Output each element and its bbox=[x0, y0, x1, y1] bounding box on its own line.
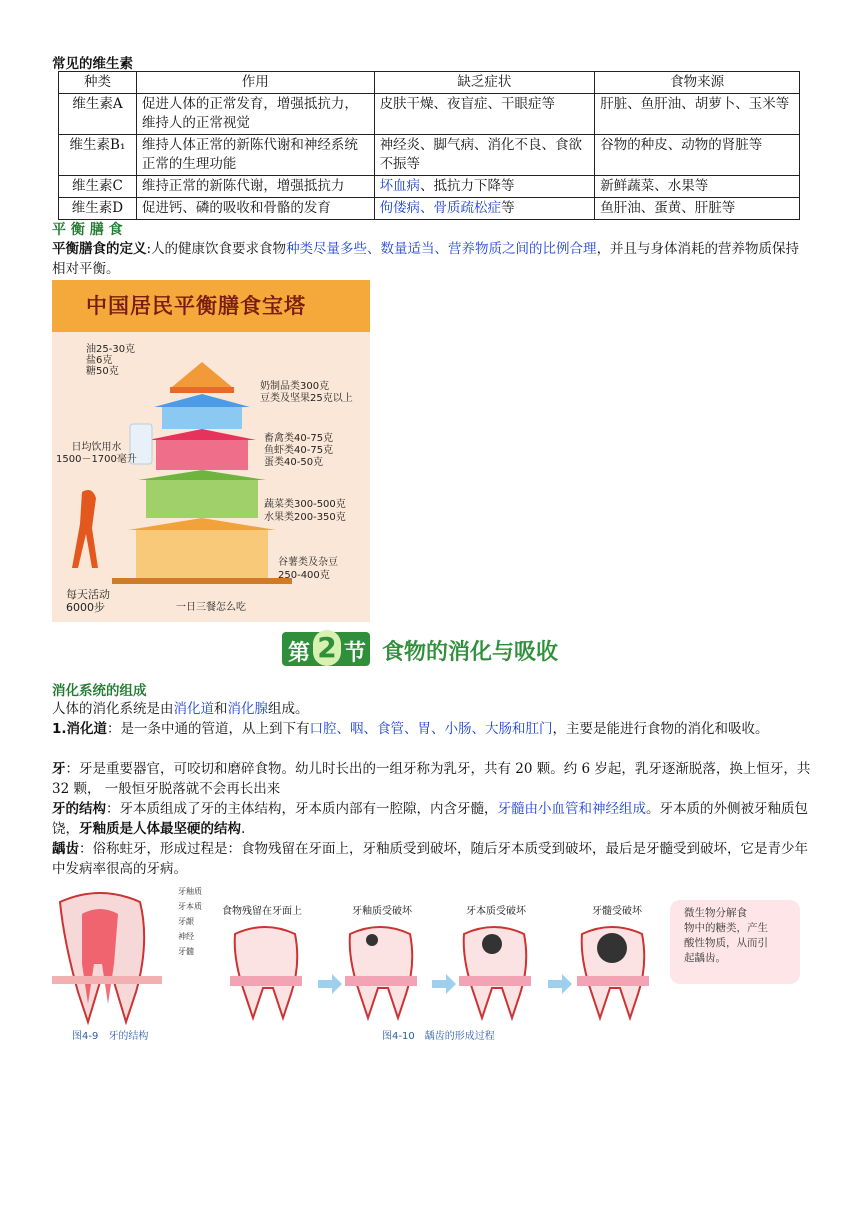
pagoda-tier-2 bbox=[162, 407, 242, 429]
vitamin-name: 维生素D bbox=[59, 198, 137, 220]
vitamin-name: 维生素B₁ bbox=[59, 135, 137, 176]
pagoda-fruit: 水果类200-350克 bbox=[264, 512, 346, 523]
digestion-para-tract bbox=[52, 719, 812, 739]
pagoda-activity-label: 每天活动 bbox=[66, 588, 110, 601]
pagoda-dairy: 奶制品类300克 bbox=[260, 381, 330, 392]
teeth-figure bbox=[52, 884, 802, 1044]
label-enamel: 牙釉质 bbox=[178, 887, 202, 896]
label-dentin: 牙本质 bbox=[178, 902, 202, 911]
pagoda-roof-3 bbox=[148, 429, 256, 440]
tooth-pulp-drawing bbox=[82, 909, 118, 1004]
structure-text-b: 。牙本质的外侧被牙釉质包饶， bbox=[52, 801, 808, 837]
deficiency-highlight: 佝偻病、骨质疏松症 bbox=[379, 200, 502, 216]
table-row bbox=[59, 198, 800, 220]
digestion-intro bbox=[52, 699, 812, 719]
header-kind: 种类 bbox=[59, 72, 137, 94]
intro-text-c: 组成。 bbox=[268, 701, 309, 717]
pagoda-salt: 盐6克 bbox=[86, 355, 113, 366]
vitamin-effect: 促进人体的正常发育，增强抵抗力，维持人的正常视觉 bbox=[136, 94, 374, 135]
section-banner bbox=[282, 630, 578, 668]
vitamin-table bbox=[58, 71, 800, 220]
figure-caption-2: 图4-10 龋齿的形成过程 bbox=[382, 1031, 495, 1042]
vitamin-deficiency: 神经炎、脚气病、消化不良、食欲不振等 bbox=[374, 135, 595, 176]
arrow-icon bbox=[318, 974, 342, 994]
tract-text-b: ，主要是能进行食物的消化和吸收。 bbox=[552, 721, 769, 737]
pagoda-dairy-beans bbox=[260, 381, 353, 405]
note-line: 微生物分解食 bbox=[684, 907, 747, 919]
structure-highlight: 牙髓由小血管和神经组成 bbox=[497, 801, 646, 817]
pagoda-water-label: 日均饮用水 bbox=[71, 442, 122, 453]
def-colon: : bbox=[146, 241, 152, 257]
tract-organs: 口腔、咽、食管、胃、小肠、大肠和肛门 bbox=[309, 721, 553, 737]
pagoda-water-amount: 1500－1700毫升 bbox=[56, 454, 137, 465]
vitamin-deficiency bbox=[374, 176, 595, 198]
pagoda-tier-3 bbox=[156, 440, 248, 470]
pagoda-title: 中国居民平衡膳食宝塔 bbox=[86, 294, 306, 318]
def-text-b: ，并且与身体消耗的营养物质保持相对平衡。 bbox=[52, 241, 800, 277]
table-row bbox=[59, 135, 800, 176]
tooth-labels bbox=[178, 884, 202, 959]
header-effect: 作用 bbox=[136, 72, 374, 94]
teeth-label: 牙 bbox=[52, 761, 66, 777]
teeth-text: ：牙是重要器官，可咬切和磨碎食物。幼儿时长出的一组牙称为乳牙，共有 20 颗。约 6 岁起，乳牙逐渐脱落，换上恒牙，共 32 颗， 一般恒牙脱落就不会再长出来 bbox=[52, 761, 811, 797]
structure-text-a: ：牙本质组成了牙的主体结构，牙本质内部有一腔隙，内含牙髓， bbox=[106, 801, 498, 817]
vitamin-deficiency bbox=[374, 198, 595, 220]
gum-drawing bbox=[52, 976, 162, 984]
intro-and: 和 bbox=[214, 701, 228, 717]
pagoda-sugar: 糖50克 bbox=[86, 366, 119, 377]
header-source: 食物来源 bbox=[595, 72, 800, 94]
def-text-a: 人的健康饮食要求食物 bbox=[151, 241, 287, 257]
vitamin-effect: 促进钙、磷的吸收和骨骼的发育 bbox=[136, 198, 374, 220]
pagoda-grains-label: 谷薯类及杂豆 bbox=[278, 557, 338, 568]
pagoda-water bbox=[56, 442, 137, 466]
pagoda-roof-5 bbox=[128, 518, 276, 530]
structure-text-c: . bbox=[241, 821, 246, 837]
def-label: 平衡膳食的定义 bbox=[52, 241, 147, 257]
vitamin-title: 常见的维生素 bbox=[52, 56, 133, 72]
digestion-para-structure bbox=[52, 799, 812, 839]
vitamin-source: 新鲜蔬菜、水果等 bbox=[595, 176, 800, 198]
pagoda-activity bbox=[66, 588, 110, 614]
banner-number: 2 bbox=[313, 630, 341, 666]
structure-bold: 牙釉质是人体最坚硬的结构 bbox=[79, 821, 241, 837]
note-text bbox=[684, 906, 768, 966]
tract-text-a: ：是一条中通的管道，从上到下有 bbox=[107, 721, 310, 737]
intro-text-a: 人体的消化系统是由 bbox=[52, 701, 174, 717]
pagoda-roof-4 bbox=[138, 470, 266, 480]
vitamin-source: 肝脏、鱼肝油、胡萝卜、玉米等 bbox=[595, 94, 800, 135]
caries-text: ：俗称蛀牙，形成过程是：食物残留在牙面上，牙釉质受到破坏，随后牙本质受到破坏，最后是牙髓受到破坏，它是青少年中发病率很高的牙病。 bbox=[52, 841, 808, 877]
pagoda-activity-steps: 6000步 bbox=[66, 601, 105, 614]
pagoda-tier-4 bbox=[146, 480, 258, 518]
diet-pagoda-figure bbox=[52, 280, 370, 622]
pagoda-grains bbox=[278, 556, 338, 582]
vitamin-source: 鱼肝油、蛋黄、肝脏等 bbox=[595, 198, 800, 220]
stage-2-label: 牙釉质受破坏 bbox=[352, 906, 412, 917]
caries-tooth-4 bbox=[577, 927, 649, 1018]
digestion-para-caries bbox=[52, 839, 812, 879]
pagoda-roof-2 bbox=[154, 394, 250, 407]
caries-label: 龋齿 bbox=[52, 841, 79, 857]
pagoda-oil-salt-sugar bbox=[86, 344, 135, 377]
deficiency-highlight: 坏血病 bbox=[379, 178, 421, 194]
stage-4-label: 牙髓受破坏 bbox=[592, 906, 642, 917]
pagoda-grains-amount: 250-400克 bbox=[278, 570, 330, 581]
deficiency-rest: 等 bbox=[501, 200, 515, 216]
caries-tooth-1 bbox=[230, 927, 302, 1018]
vitamin-effect: 维持正常的新陈代谢，增强抵抗力 bbox=[136, 176, 374, 198]
balanced-definition bbox=[52, 239, 812, 279]
header-deficiency: 缺乏症状 bbox=[374, 72, 595, 94]
vitamin-name: 维生素A bbox=[59, 94, 137, 135]
intro-digestive-tract: 消化道 bbox=[173, 701, 214, 717]
structure-label: 牙的结构 bbox=[52, 801, 106, 817]
caries-tooth-2 bbox=[345, 927, 417, 1018]
pagoda-egg: 蛋类40-50克 bbox=[264, 457, 324, 468]
label-pulp: 牙髓 bbox=[178, 947, 194, 956]
pagoda-beans: 豆类及坚果25克以上 bbox=[260, 393, 353, 404]
def-highlight: 种类尽量多些、数量适当、营养物质之间的比例合理 bbox=[286, 241, 597, 257]
stage-3-label: 牙本质受破坏 bbox=[466, 906, 526, 917]
vitamin-effect: 维持人体正常的新陈代谢和神经系统正常的生理功能 bbox=[136, 135, 374, 176]
vitamin-name: 维生素C bbox=[59, 176, 137, 198]
deficiency-rest: 、抵抗力下降等 bbox=[420, 178, 515, 194]
intro-digestive-glands: 消化腺 bbox=[227, 701, 268, 717]
table-row bbox=[59, 176, 800, 198]
pagoda-fish: 鱼虾类40-75克 bbox=[264, 445, 334, 456]
pagoda-veg-fruit bbox=[264, 498, 346, 524]
vitamin-deficiency: 皮肤干燥、夜盲症、干眼症等 bbox=[374, 94, 595, 135]
stage-1-label: 食物残留在牙面上 bbox=[222, 906, 302, 917]
pagoda-veg: 蔬菜类300-500克 bbox=[264, 499, 346, 510]
digestion-heading: 消化系统的组成 bbox=[52, 683, 147, 699]
arrow-icon bbox=[432, 974, 456, 994]
label-gum: 牙龈 bbox=[178, 917, 194, 926]
digestion-para-teeth bbox=[52, 759, 812, 799]
figure-caption-1: 图4-9 牙的结构 bbox=[72, 1031, 149, 1042]
note-line: 酸性物质，从而引 bbox=[684, 937, 768, 949]
pagoda-meat: 畜禽类40-75克 bbox=[264, 433, 334, 444]
note-line: 起龋齿。 bbox=[684, 952, 726, 964]
table-row bbox=[59, 94, 800, 135]
caries-tooth-3 bbox=[459, 927, 531, 1018]
banner-prefix: 第 bbox=[288, 641, 311, 666]
table-header-row bbox=[59, 72, 800, 94]
pagoda-meat-fish-egg bbox=[264, 433, 333, 469]
pagoda-roof-1 bbox=[172, 362, 232, 387]
balanced-heading: 平 衡 膳 食 bbox=[52, 222, 123, 238]
banner-suffix: 节 bbox=[344, 641, 367, 666]
label-nerve: 神经 bbox=[178, 932, 194, 941]
pagoda-tier-1 bbox=[170, 387, 234, 393]
note-line: 物中的糖类，产生 bbox=[684, 922, 768, 934]
arrow-icon bbox=[548, 974, 572, 994]
runner-figure bbox=[72, 490, 98, 568]
pagoda-base bbox=[112, 578, 292, 584]
vitamin-source: 谷物的种皮、动物的肾脏等 bbox=[595, 135, 800, 176]
pagoda-meals: 一日三餐怎么吃 bbox=[176, 602, 246, 613]
banner-title: 食物的消化与吸收 bbox=[382, 640, 559, 665]
tract-label: 1.消化道 bbox=[52, 721, 108, 737]
pagoda-oil: 油25-30克 bbox=[86, 344, 136, 355]
pagoda-tier-5 bbox=[136, 530, 268, 578]
